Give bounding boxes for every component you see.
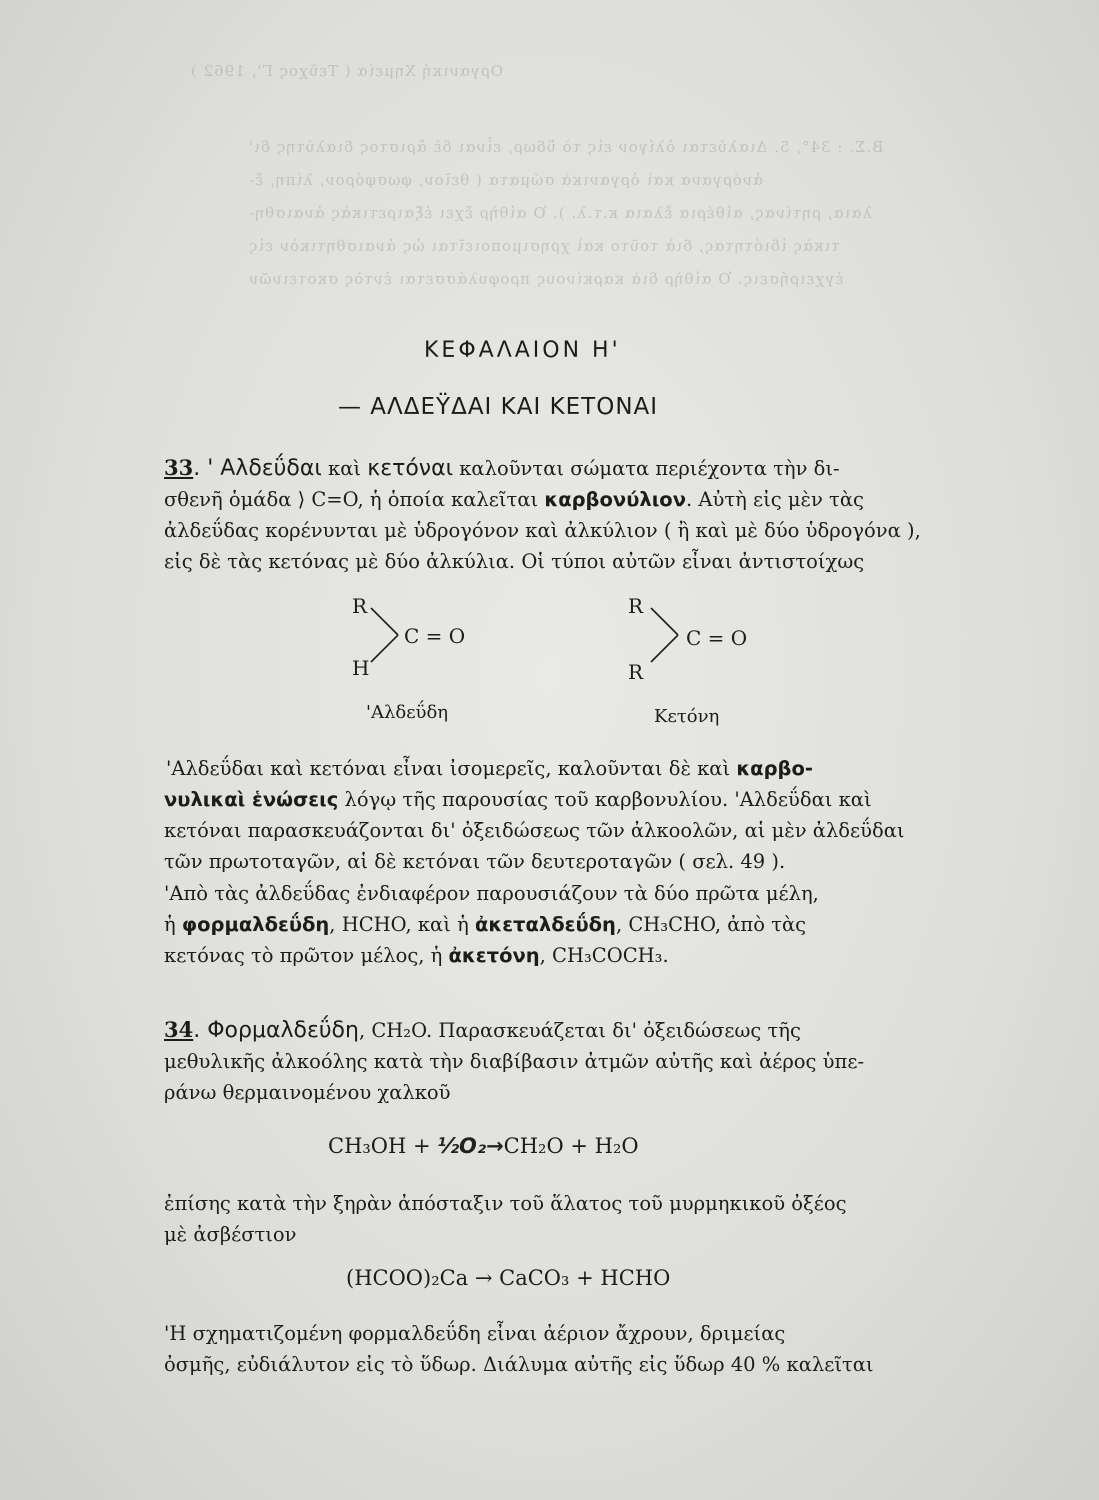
formaldehyde-properties-paragraph bbox=[164, 1318, 954, 1380]
chapter-title: — ΑΛΔΕΫΔΑΙ ΚΑΙ ΚΕΤΟΝΑΙ bbox=[338, 394, 659, 420]
equation-methanol-oxidation bbox=[328, 1134, 639, 1158]
show-through-line: Β.Σ. : 34°, 5. Διαλύεται ὀλίγον εἰς τὸ ὕδωρ, εἶναι δὲ ἄριστος διαλύτης δι' bbox=[248, 138, 884, 156]
aldehyde-substituent-bottom: H bbox=[352, 656, 370, 680]
aldehyde-bonds bbox=[368, 606, 408, 664]
ketone-carbonyl: C = O bbox=[686, 626, 748, 650]
text-fragment: κετόνας τὸ πρῶτον μέλος, ἡ bbox=[164, 944, 449, 967]
text-fragment: σθενῆ ὁμάδα ⟩ C=O, ἡ ὁποία καλεῖται bbox=[164, 488, 545, 511]
aldehyde-substituent-top: R bbox=[352, 594, 368, 618]
section-34-paragraph bbox=[164, 1014, 954, 1108]
equation-rhs: CH₂O + H₂O bbox=[503, 1134, 639, 1158]
section-33-paragraph bbox=[164, 452, 954, 577]
text-line: μεθυλικῆς ἀλκοόλης κατὰ τὴν διαβίβασιν ἀτμῶν αὐτῆς καὶ ἀέρος ὑπε- bbox=[164, 1050, 865, 1073]
ketone-caption: Κετόνη bbox=[654, 706, 720, 727]
show-through-line: ἀνόργανα καὶ ὀργανικὰ σώματα ( θεῖον, φωσφόρον, λίπη, ἔ- bbox=[248, 171, 764, 189]
term-acetone: ἀκετόνη bbox=[448, 944, 540, 967]
text-line: ἐπίσης κατὰ τὴν ξηρὰν ἀπόσταξιν τοῦ ἅλατος τοῦ μυρμηκικοῦ ὀξέος bbox=[164, 1192, 847, 1215]
handwritten-correction: ½O₂→ bbox=[437, 1134, 504, 1158]
text-fragment: , CH₂O. Παρασκευάζεται δι' ὀξειδώσεως τῆς bbox=[358, 1019, 801, 1042]
show-through-line: τικὰς ἰδιότητας, διὰ τοῦτο καὶ χρησιμοποιεῖται ὡς ἀναισθητικὸν εἰς bbox=[248, 237, 840, 255]
equation-lhs: CH₃OH + bbox=[328, 1134, 438, 1158]
text-line: 'Η σχηματιζομένη φορμαλδεΰδη εἶναι ἀέριον ἄχρουν, δριμείας bbox=[164, 1322, 786, 1345]
ketone-substituent-bottom: R bbox=[628, 660, 644, 684]
text-fragment: 'Αλδεΰδαι καὶ κετόναι εἶναι ἰσομερεῖς, καλοῦνται δὲ καὶ bbox=[166, 757, 737, 780]
text-fragment: , HCHO, καὶ ἡ bbox=[329, 913, 475, 936]
first-members-paragraph bbox=[164, 878, 954, 971]
text-line bbox=[164, 784, 954, 815]
term-carbonyl: καρβονύλιον bbox=[544, 488, 686, 511]
text-line bbox=[164, 452, 954, 484]
text-line bbox=[164, 753, 954, 784]
term-carbonyl-compounds: καρβο- bbox=[736, 757, 813, 780]
term-formaldehyde-heading: . Φορμαλδεΰδη bbox=[193, 1018, 359, 1043]
term-carbonyl-compounds-cont: νυλικαὶ ἑνώσεις bbox=[164, 788, 339, 811]
term-ketones: κετόναι bbox=[367, 456, 454, 481]
text-line: ἀλδεΰδας κορένυνται μὲ ὑδρογόνον καὶ ἀλκύλιον ( ἢ καὶ μὲ δύο ὑδρογόνα ), bbox=[164, 519, 921, 542]
text-fragment: καὶ bbox=[321, 457, 368, 480]
text-fragment: καλοῦνται σώματα περιέχοντα τὴν δι- bbox=[453, 457, 840, 480]
term-acetaldehyde: ἀκεταλδεΰδη bbox=[474, 913, 616, 936]
text-line: κετόναι παρασκευάζονται δι' ὀξειδώσεως τῶν ἀλκοολῶν, αἱ μὲν ἀλδεΰδαι bbox=[164, 819, 905, 842]
text-line: 'Απὸ τὰς ἀλδεΰδας ἐνδιαφέρον παρουσιάζουν τὰ δύο πρῶτα μέλη, bbox=[164, 882, 819, 905]
text-fragment: , CH₃CHO, ἀπὸ τὰς bbox=[615, 913, 807, 936]
aldehyde-caption: 'Αλδεΰδη bbox=[366, 702, 449, 723]
text-fragment: . Αὐτὴ εἰς μὲν τὰς bbox=[685, 488, 864, 511]
aldehyde-carbonyl: C = O bbox=[404, 624, 466, 648]
term-formaldehyde: φορμαλδεΰδη bbox=[181, 913, 330, 936]
text-line bbox=[164, 484, 954, 515]
text-fragment: , CH₃COCH₃. bbox=[539, 944, 669, 967]
text-line: μὲ ἀσβέστιον bbox=[164, 1223, 297, 1246]
ketone-bonds bbox=[648, 606, 688, 664]
dry-distillation-paragraph bbox=[164, 1188, 954, 1250]
text-line bbox=[164, 940, 954, 971]
text-line bbox=[164, 909, 954, 940]
term-aldehydes: . ' Αλδεΰδαι bbox=[193, 456, 322, 481]
ketone-substituent-top: R bbox=[628, 594, 644, 618]
show-through-line: ἐγχειρήσεις. Ὁ αἰθὴρ διὰ καρκίνους προφυλάσσεται ἐντὸς σκοτεινῶν bbox=[248, 270, 844, 288]
show-through-line: λαια, ρητίνας, αἰθέρια ἔλαια κ.τ.λ. ). Ὁ αἰθὴρ ἔχει ἐξαιρετικὰς ἀναισθη- bbox=[248, 204, 873, 222]
chapter-heading: ΚΕΦΑΛΑΙΟΝ Η' bbox=[424, 338, 621, 363]
equation-calcium-formate: (HCOO)₂Ca → CaCO₃ + HCHO bbox=[346, 1266, 671, 1290]
text-line: τῶν πρωτοταγῶν, αἱ δὲ κετόναι τῶν δευτεροταγῶν ( σελ. 49 ). bbox=[164, 850, 786, 873]
show-through-header: Οργανική Χημεία ( Τεῦχος Γ', 1962 ) bbox=[190, 62, 503, 80]
text-fragment: λόγῳ τῆς παρουσίας τοῦ καρβονυλίου. 'Αλδεΰδαι καὶ bbox=[338, 788, 872, 811]
text-fragment: ἡ bbox=[164, 913, 182, 936]
text-line: εἰς δὲ τὰς κετόνας μὲ δύο ἀλκύλια. Οἱ τύποι αὐτῶν εἶναι ἀντιστοίχως bbox=[164, 550, 865, 573]
section-number: 33 bbox=[164, 455, 194, 480]
text-line bbox=[164, 1014, 954, 1046]
text-line: ὀσμῆς, εὐδιάλυτον εἰς τὸ ὕδωρ. Διάλυμα αὐτῆς εἰς ὕδωρ 40 % καλεῖται bbox=[164, 1353, 874, 1376]
section-number: 34 bbox=[164, 1017, 194, 1042]
text-line: ράνω θερμαινομένου χαλκοῦ bbox=[164, 1081, 451, 1104]
isomers-paragraph bbox=[164, 753, 954, 877]
